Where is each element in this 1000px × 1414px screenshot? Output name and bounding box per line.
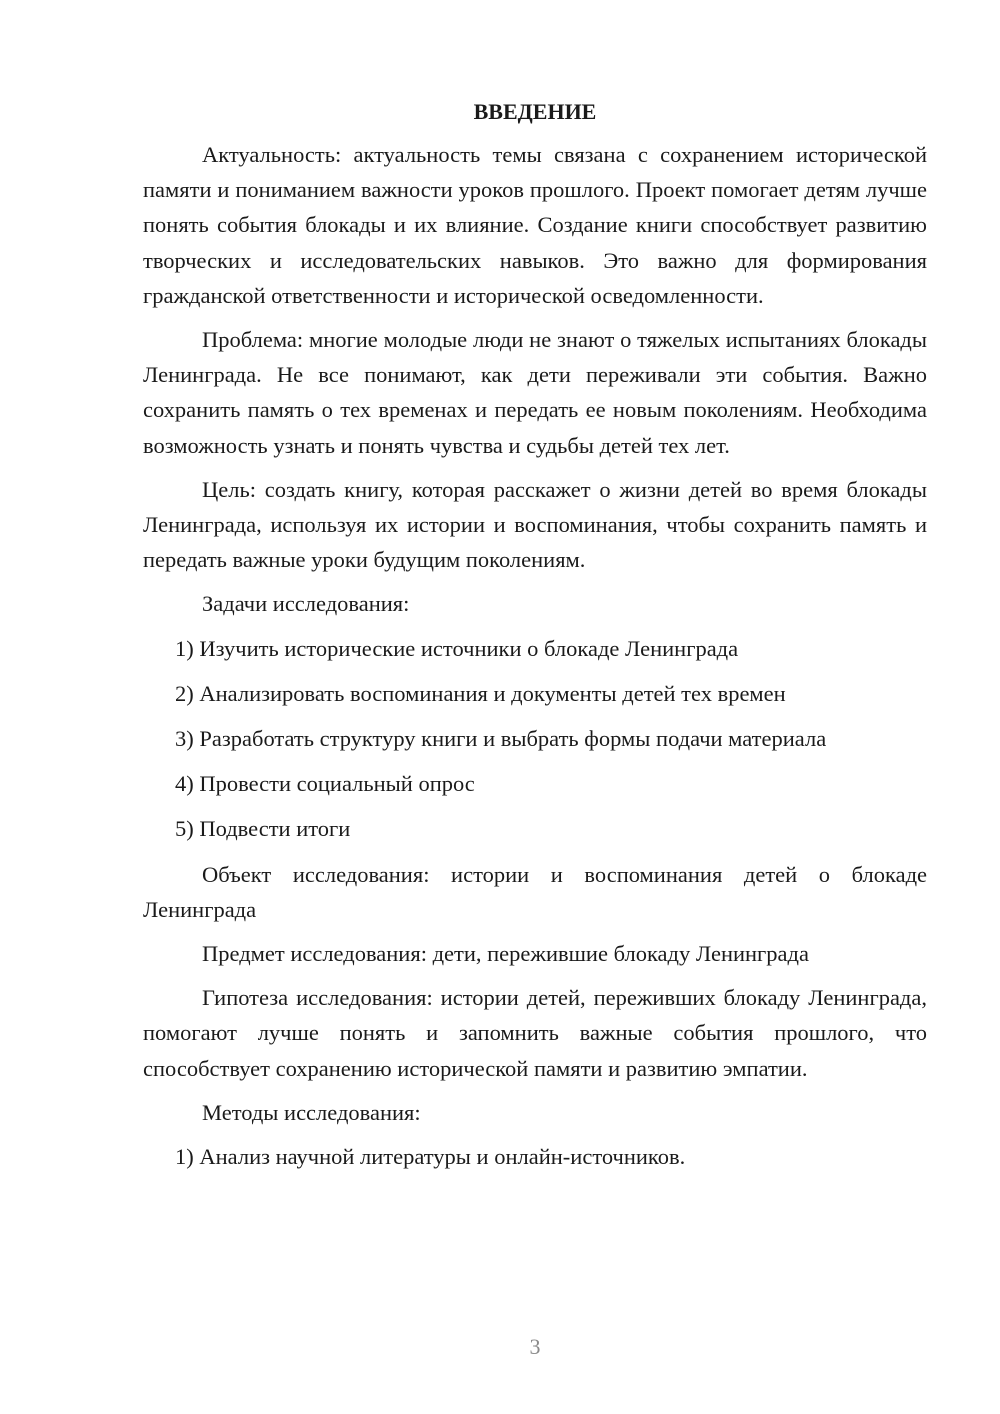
task-item: 3) Разработать структуру книги и выбрать формы подачи материала <box>175 726 827 752</box>
subject-paragraph: Предмет исследования: дети, пережившие блокаду Ленинграда <box>202 941 809 967</box>
page-number: 3 <box>529 1334 541 1359</box>
problem-paragraph: Проблема: многие молодые люди не знают о тяжелых испытаниях блокады Ленинграда. Не все понимают, как дети переживали эти события. Важно сохранить память о тех временах и передать ее новым поколениям. Необходима возможность узнать и понять чувства и судьбы детей тех лет. <box>143 327 927 458</box>
task-item: 2) Анализировать воспоминания и документы детей тех времен <box>175 680 786 706</box>
methods-list <box>143 1139 927 1174</box>
page-title: ВВЕДЕНИЕ <box>473 99 597 124</box>
task-item: 4) Провести социальный опрос <box>175 771 475 797</box>
hypothesis-paragraph: Гипотеза исследования: истории детей, переживших блокаду Ленинграда, помогают лучше понять и запомнить важные события прошлого, что способствует сохранению исторической памяти и развитию эмпатии. <box>143 985 927 1081</box>
task-item: 5) Подвести итоги <box>175 816 351 842</box>
tasks-heading: Задачи исследования: <box>202 591 410 617</box>
method-item: 1) Анализ научной литературы и онлайн-источников. <box>175 1144 686 1170</box>
task-item: 1) Изучить исторические источники о блокаде Ленинграда <box>175 635 739 661</box>
goal-paragraph: Цель: создать книгу, которая расскажет о жизни детей во время блокады Ленинграда, используя их истории и воспоминания, чтобы сохранить память и передать важные уроки будущим поколениям. <box>143 476 927 573</box>
relevance-paragraph: Актуальность: актуальность темы связана с сохранением исторической памяти и пониманием важности уроков прошлого. Проект помогает детям лучше понять события блокады и их влияние. Создание книги способствует развитию творческих и исследовательских навыков. Это важно для формирования гражданской ответственности и исторической осведомленности. <box>143 142 927 308</box>
tasks-list <box>143 631 927 847</box>
document-body <box>143 96 927 1174</box>
methods-heading: Методы исследования: <box>202 1099 421 1125</box>
object-paragraph: Объект исследования: истории и воспоминания детей о блокаде Ленинграда <box>143 861 927 922</box>
